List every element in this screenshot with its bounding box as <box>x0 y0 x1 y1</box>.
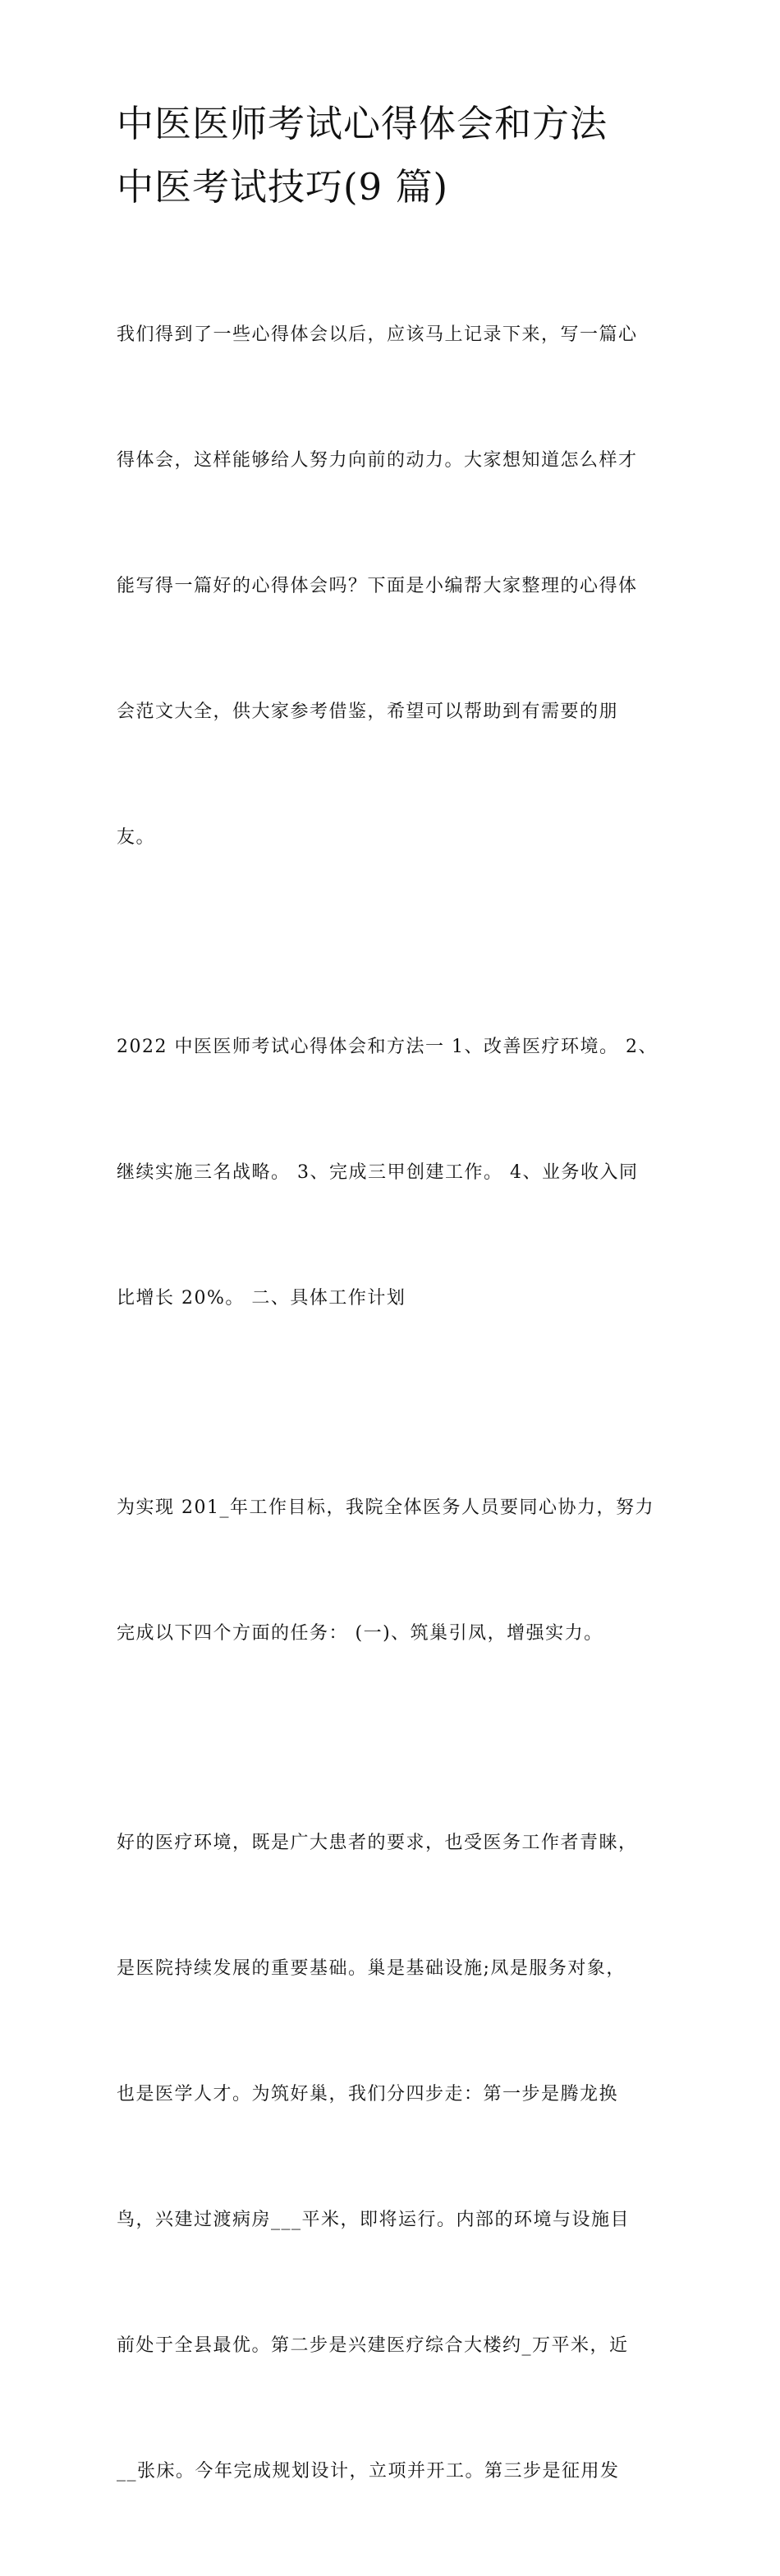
text-line: 能写得一篇好的心得体会吗？下面是小编帮大家整理的心得体 <box>117 576 638 596</box>
text-line: 好的医疗环境，既是广大患者的要求，也受医务工作者青睐， <box>117 1833 638 1853</box>
text-line: 友。 <box>117 827 156 848</box>
text-line: 比增长 20%。 二、具体工作计划 <box>117 1288 406 1309</box>
text-line: 也是医学人才。为筑好巢，我们分四步走：第一步是腾龙换 <box>117 2084 619 2104</box>
tasks-paragraph <box>117 1403 668 1738</box>
text-line: 2022 中医医师考试心得体会和方法一 1、改善医疗环境。 2、 <box>117 1037 658 1057</box>
text-line: 完成以下四个方面的任务： (一)、筑巢引凤，增强实力。 <box>117 1623 603 1644</box>
text-line: __张床。今年完成规划设计，立项并开工。第三步是征用发 <box>117 2461 620 2482</box>
title-line-1: 中医医师考试心得体会和方法 <box>117 102 608 145</box>
text-line: 鸟，兴建过渡病房___平米，即将运行。内部的环境与设施目 <box>117 2210 631 2230</box>
text-line: 继续实施三名战略。 3、完成三甲创建工作。 4、业务收入同 <box>117 1162 639 1183</box>
text-line: 前处于全县最优。第二步是兴建医疗综合大楼约_万平米，近 <box>117 2335 629 2356</box>
environment-paragraph <box>117 1738 668 2576</box>
document-title <box>117 92 675 218</box>
text-line: 得体会，这样能够给人努力向前的动力。大家想知道怎么样才 <box>117 450 638 471</box>
document-body <box>117 230 668 2576</box>
text-line: 我们得到了一些心得体会以后，应该马上记录下来，写一篇心 <box>117 324 638 345</box>
title-line-2: 中医考试技巧(9 篇) <box>117 165 449 209</box>
intro-paragraph <box>117 230 668 942</box>
text-line: 是医院持续发展的重要基础。巢是基础设施;凤是服务对象， <box>117 1958 626 1979</box>
text-line: 会范文大全，供大家参考借鉴，希望可以帮助到有需要的朋 <box>117 702 619 722</box>
goals-paragraph <box>117 942 668 1403</box>
text-line: 为实现 201_年工作目标，我院全体医务人员要同心协力，努力 <box>117 1497 654 1518</box>
